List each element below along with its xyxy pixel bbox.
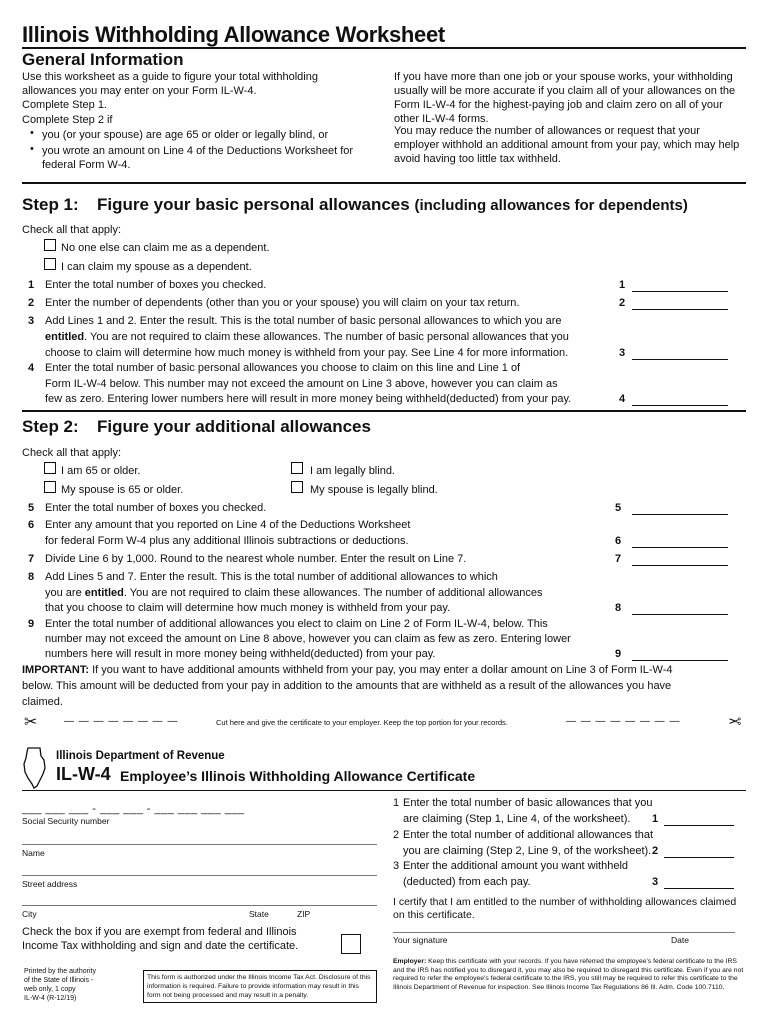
certify-statement: I certify that I am entitled to the number of withholding allowances claimed on this certificate. xyxy=(393,896,737,921)
step1-check-all: Check all that apply: xyxy=(22,224,122,236)
line6-text-b: for federal Form W-4 plus any additional Illinois subtractions or deductions. xyxy=(45,535,409,547)
line2-text: Enter the number of dependents (other than you or your spouse) you will claim on your tax return. xyxy=(45,297,520,309)
cert-line1-b: are claiming (Step 1, Line 4, of the worksheet). xyxy=(403,813,631,825)
age65-checkbox[interactable] xyxy=(44,462,56,474)
line-number: 4 xyxy=(28,362,35,374)
general-rule xyxy=(22,182,746,184)
line4-field[interactable] xyxy=(632,393,728,406)
line8-text-b-rest: . You are not required to claim these allowances. The number of additional allowances xyxy=(123,587,543,599)
line-number: 5 xyxy=(615,502,622,514)
line-number: 3 xyxy=(619,347,626,359)
general-bullet1: you (or your spouse) are age 65 or older or legally blind, or xyxy=(42,129,329,141)
line-number: 2 xyxy=(652,845,659,857)
line-number: 7 xyxy=(615,553,622,565)
form-revision: IL-W-4 (R-12/19) xyxy=(24,995,77,1002)
city-label: City xyxy=(22,909,37,919)
cert-line3-b: (deducted) from each pay. xyxy=(403,876,531,888)
scissors-icon: ✂ xyxy=(24,714,38,731)
cert-line1-a: Enter the total number of basic allowances that you xyxy=(403,797,653,809)
cert-line2-field[interactable] xyxy=(664,845,734,858)
line-number: 6 xyxy=(28,519,35,531)
scissors-icon: ✂ xyxy=(728,714,742,731)
date-label: Date xyxy=(671,935,689,945)
line8-text-c: that you choose to claim will determine how much money is withheld from your pay. xyxy=(45,602,451,614)
dept-name: Illinois Department of Revenue xyxy=(56,750,225,762)
step1-label: Step 1: xyxy=(22,195,79,214)
line-number: 1 xyxy=(619,279,626,291)
spouse-blind-checkbox[interactable] xyxy=(291,481,303,493)
cut-instruction: Cut here and give the certificate to your employer. Keep the top portion for your records. xyxy=(216,718,508,727)
employer-text: Keep this certificate with your records. If you have referred the employee's federal certificate to the IRS and the IRS has notified you to disregard it, you may also be required to disregard this certificate. Even if you are not required to refer the employee's federal certificate to the IRS, you still may be required to refer this certificate to the Illinois Department of Revenue for inspection. See Illinois Income Tax Regulations 86 Ill. Adm. Code 100.7110. xyxy=(393,958,744,991)
page-title: Illinois Withholding Allowance Worksheet xyxy=(22,22,445,47)
form-id: IL-W-4 xyxy=(56,764,111,784)
signature-label: Your signature xyxy=(393,935,448,945)
spouse-age65-label: My spouse is 65 or older. xyxy=(61,484,184,496)
important-text-a: If you want to have additional amounts withheld from your pay, you may enter a dollar amount on Line 3 of Form IL-W-4 xyxy=(89,664,673,676)
exempt-checkbox[interactable] xyxy=(341,934,361,954)
line9-text-a: Enter the total number of additional allowances you elect to claim on Line 2 of Form IL-W-4, below. This xyxy=(45,618,548,630)
step2-label: Step 2: xyxy=(22,417,79,436)
no-dependent-label: No one else can claim me as a dependent. xyxy=(61,242,270,254)
printed-a: Printed by the authority xyxy=(24,968,96,975)
employer-label: Employer: xyxy=(393,958,427,965)
line-number: 1 xyxy=(393,797,400,809)
important-note-b: below. This amount will be deducted from your pay in addition to the amounts that are withheld as a result of the allowances you have xyxy=(22,680,672,692)
general-heading: General Information xyxy=(22,50,184,69)
cert-line3-field[interactable] xyxy=(664,876,734,889)
ssn-field[interactable]: ___ ___ ___ - ___ ___ - ___ ___ ___ ___ xyxy=(22,803,245,815)
cut-dashes-left: — — — — — — — — xyxy=(64,716,179,727)
spouse-dependent-label: I can claim my spouse as a dependent. xyxy=(61,261,252,273)
general-right-p2: You may reduce the number of allowances or request that your employer withhold an additional amount from your pay, which may help avoid having too little tax withheld. xyxy=(394,125,740,165)
printed-b: of the State of Illinois - xyxy=(24,977,94,984)
line7-text: Divide Line 6 by 1,000. Round to the nearest whole number. Enter the result on Line 7. xyxy=(45,553,467,565)
line-number: 9 xyxy=(28,618,35,630)
illinois-map-icon xyxy=(22,746,48,790)
line6-text-a: Enter any amount that you reported on Line 4 of the Deductions Worksheet xyxy=(45,519,411,531)
line8-text-b xyxy=(45,586,543,600)
line-number: 2 xyxy=(393,829,400,841)
cert-title: Employee’s Illinois Withholding Allowance Certificate xyxy=(120,768,476,784)
line-number: 2 xyxy=(619,297,626,309)
line3-text-c: choose to claim will determine how much money is withheld from your pay. See Line 4 for more information. xyxy=(45,347,569,359)
line-number: 8 xyxy=(28,571,35,583)
line8-field[interactable] xyxy=(632,602,728,615)
complete-step1: Complete Step 1. xyxy=(22,99,107,111)
title-rule xyxy=(22,47,746,49)
line-number: 2 xyxy=(28,297,35,309)
spouse-blind-label: My spouse is legally blind. xyxy=(310,484,438,496)
step1-rule xyxy=(22,410,746,412)
exempt-text-a: Check the box if you are exempt from federal and Illinois xyxy=(22,926,297,938)
line9-text-c: numbers here will result in more money being withheld(deducted) from your pay. xyxy=(45,648,436,660)
authorization-note: This form is authorized under the Illinois Income Tax Act. Disclosure of this information is required. Failure to provide information may result in this form not being processed and may result in a penalty. xyxy=(143,970,377,1003)
general-right-p1: If you have more than one job or your spouse works, your withholding usually will be more accurate if you claim all of your allowances on the Form IL-W-4 for the highest-paying job and claim zero on all of your other IL-W-4 forms. xyxy=(394,71,736,125)
general-bullet2: you wrote an amount on Line 4 of the Deductions Worksheet for federal Form W-4. xyxy=(42,145,354,171)
line5-field[interactable] xyxy=(632,502,728,515)
line7-field[interactable] xyxy=(632,553,728,566)
line3-text-b-rest: . You are not required to claim these allowances. The number of basic personal allowances that you xyxy=(84,331,569,343)
line-number: 1 xyxy=(28,279,35,291)
important-label: IMPORTANT: xyxy=(22,664,90,676)
street-label: Street address xyxy=(22,879,78,889)
line3-field[interactable] xyxy=(632,347,728,360)
line-number: 3 xyxy=(393,860,400,872)
blind-checkbox[interactable] xyxy=(291,462,303,474)
cert-line2-b: you are claiming (Step 2, Line 9, of the worksheet). xyxy=(403,845,652,857)
exempt-text-b: Income Tax withholding and sign and date the certificate. xyxy=(22,940,299,952)
line3-text-b xyxy=(45,330,569,344)
spouse-age65-checkbox[interactable] xyxy=(44,481,56,493)
zip-label: ZIP xyxy=(297,909,311,919)
entitled-bold: entitled xyxy=(84,587,124,599)
line-number: 3 xyxy=(652,876,659,888)
complete-step2: Complete Step 2 if xyxy=(22,114,113,126)
line4-text-a: Enter the total number of basic personal allowances you choose to claim on this line and Line 1 of xyxy=(45,362,521,374)
line4-text-b: Form IL-W-4 below. This number may not exceed the amount on Line 3 above, however you can claim as xyxy=(45,378,558,390)
employer-note xyxy=(393,958,745,992)
city-field[interactable] xyxy=(22,905,377,906)
line9-text-b: number may not exceed the amount on Line 8 above, however you can claim as few as zero. Entering lower xyxy=(45,633,571,645)
bullet-icon: • xyxy=(30,127,34,139)
line-number: 8 xyxy=(615,602,622,614)
line2-field[interactable] xyxy=(632,297,728,310)
line-number: 7 xyxy=(28,553,35,565)
ssn-label: Social Security number xyxy=(22,816,110,826)
general-intro: Use this worksheet as a guide to figure your total withholding allowances you may enter on your Form IL-W-4. xyxy=(22,71,318,97)
cert-line1-field[interactable] xyxy=(664,813,734,826)
cert-line3-a: Enter the additional amount you want withheld xyxy=(403,860,629,872)
line-number: 9 xyxy=(615,648,622,660)
name-field[interactable] xyxy=(22,844,377,845)
signature-field[interactable] xyxy=(393,932,735,933)
step1-heading xyxy=(97,195,688,215)
line8-text-a: Add Lines 5 and 7. Enter the result. This is the total number of additional allowances to which xyxy=(45,571,498,583)
line-number: 4 xyxy=(619,393,626,405)
step1-title: Figure your basic personal allowances xyxy=(97,195,410,214)
bullet-icon: • xyxy=(30,143,34,155)
spouse-dependent-checkbox[interactable] xyxy=(44,258,56,270)
street-field[interactable] xyxy=(22,875,377,876)
age65-label: I am 65 or older. xyxy=(61,465,141,477)
line-number: 3 xyxy=(28,315,35,327)
cert-line2-a: Enter the total number of additional allowances that xyxy=(403,829,654,841)
line5-text: Enter the total number of boxes you checked. xyxy=(45,502,267,514)
line1-field[interactable] xyxy=(632,279,728,292)
line3-text-a: Add Lines 1 and 2. Enter the result. This is the total number of basic personal allowances to which you are xyxy=(45,315,562,327)
line6-field[interactable] xyxy=(632,535,728,548)
step2-title: Figure your additional allowances xyxy=(97,417,371,436)
cut-dashes-right: — — — — — — — — xyxy=(566,716,681,727)
no-dependent-checkbox[interactable] xyxy=(44,239,56,251)
important-note-a xyxy=(22,663,673,677)
cert-rule xyxy=(22,790,746,791)
blind-label: I am legally blind. xyxy=(310,465,395,477)
name-label: Name xyxy=(22,848,45,858)
entitled-bold: entitled xyxy=(45,331,85,343)
step1-subtitle: (including allowances for dependents) xyxy=(414,197,688,214)
step2-check-all: Check all that apply: xyxy=(22,447,122,459)
line-number: 6 xyxy=(615,535,622,547)
state-label: State xyxy=(249,909,269,919)
line9-field[interactable] xyxy=(632,648,728,661)
printed-c: web only, 1 copy xyxy=(24,986,76,993)
line-number: 5 xyxy=(28,502,35,514)
line-number: 1 xyxy=(652,813,659,825)
line8-text-b-pre: you are xyxy=(45,587,85,599)
important-note-c: claimed. xyxy=(22,696,63,708)
line1-text: Enter the total number of boxes you checked. xyxy=(45,279,267,291)
line4-text-c: few as zero. Entering lower numbers here will result in more money being withheld(deducted) from your pay. xyxy=(45,393,572,405)
